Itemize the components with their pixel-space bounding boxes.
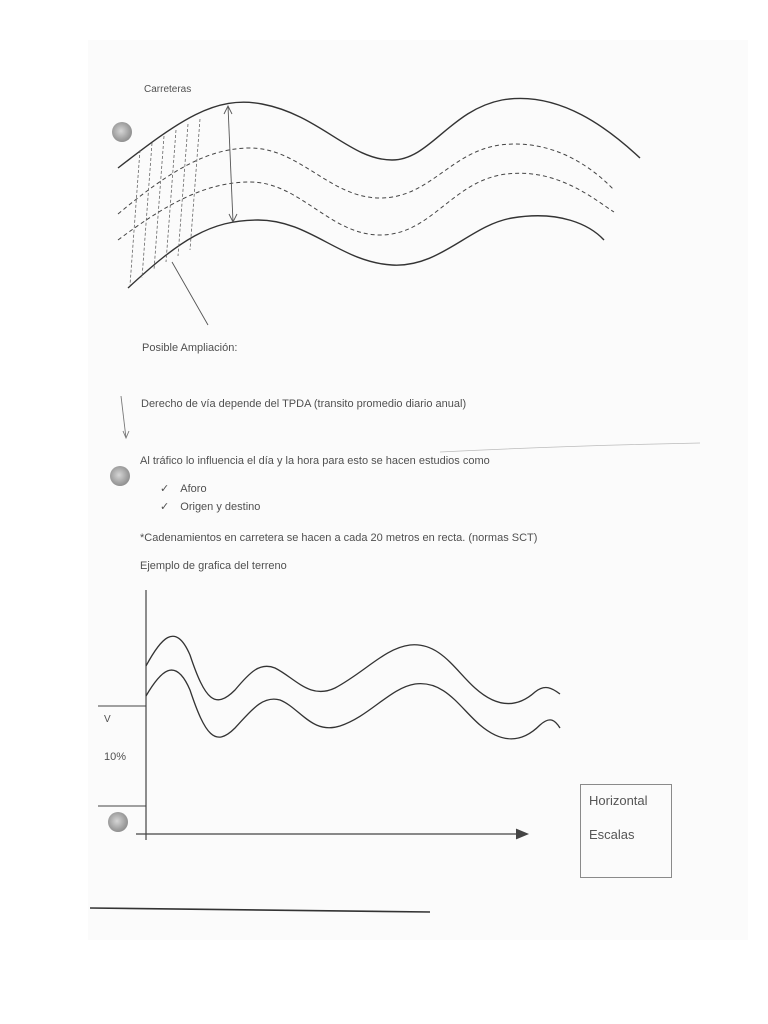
road-hatching <box>130 119 200 285</box>
possible-expansion-label: Posible Ampliación: <box>142 342 238 354</box>
terrain-example-label: Ejemplo de grafica del terreno <box>140 560 287 572</box>
scales-title: Escalas <box>589 827 635 842</box>
scales-box <box>580 784 672 878</box>
leader-line <box>172 262 208 325</box>
check-icon: ✓ <box>160 483 170 495</box>
checklist-item <box>160 500 260 513</box>
terrain-profile-lower <box>146 670 560 739</box>
road-lane-2 <box>118 173 614 240</box>
caption-carreteras: Carreteras <box>144 84 192 95</box>
check-icon: ✓ <box>160 501 170 513</box>
checklist-item <box>160 482 207 495</box>
stationing-note: *Cadenamientos en carretera se hacen a cada 20 metros en recta. (normas SCT) <box>140 532 538 544</box>
road-edge-bottom <box>128 216 604 288</box>
scales-horizontal-label: Horizontal <box>589 793 648 808</box>
graph-axis-label-v: V <box>104 714 111 725</box>
stray-mark <box>440 443 700 452</box>
terrain-profile-upper <box>146 636 560 703</box>
road-width-arrow <box>228 106 233 222</box>
graph-x-arrowhead <box>516 829 528 839</box>
checklist-label: Aforo <box>180 483 207 495</box>
checklist-label: Origen y destino <box>180 501 261 513</box>
traffic-note: Al tráfico lo influencia el día y la hora para esto se hacen estudios como <box>140 455 490 467</box>
road-edge-top <box>118 98 640 168</box>
graph-grade-label: 10% <box>104 751 127 763</box>
right-of-way-note: Derecho de vía depende del TPDA (transito promedio diario anual) <box>141 398 467 410</box>
bottom-rule <box>90 908 430 912</box>
